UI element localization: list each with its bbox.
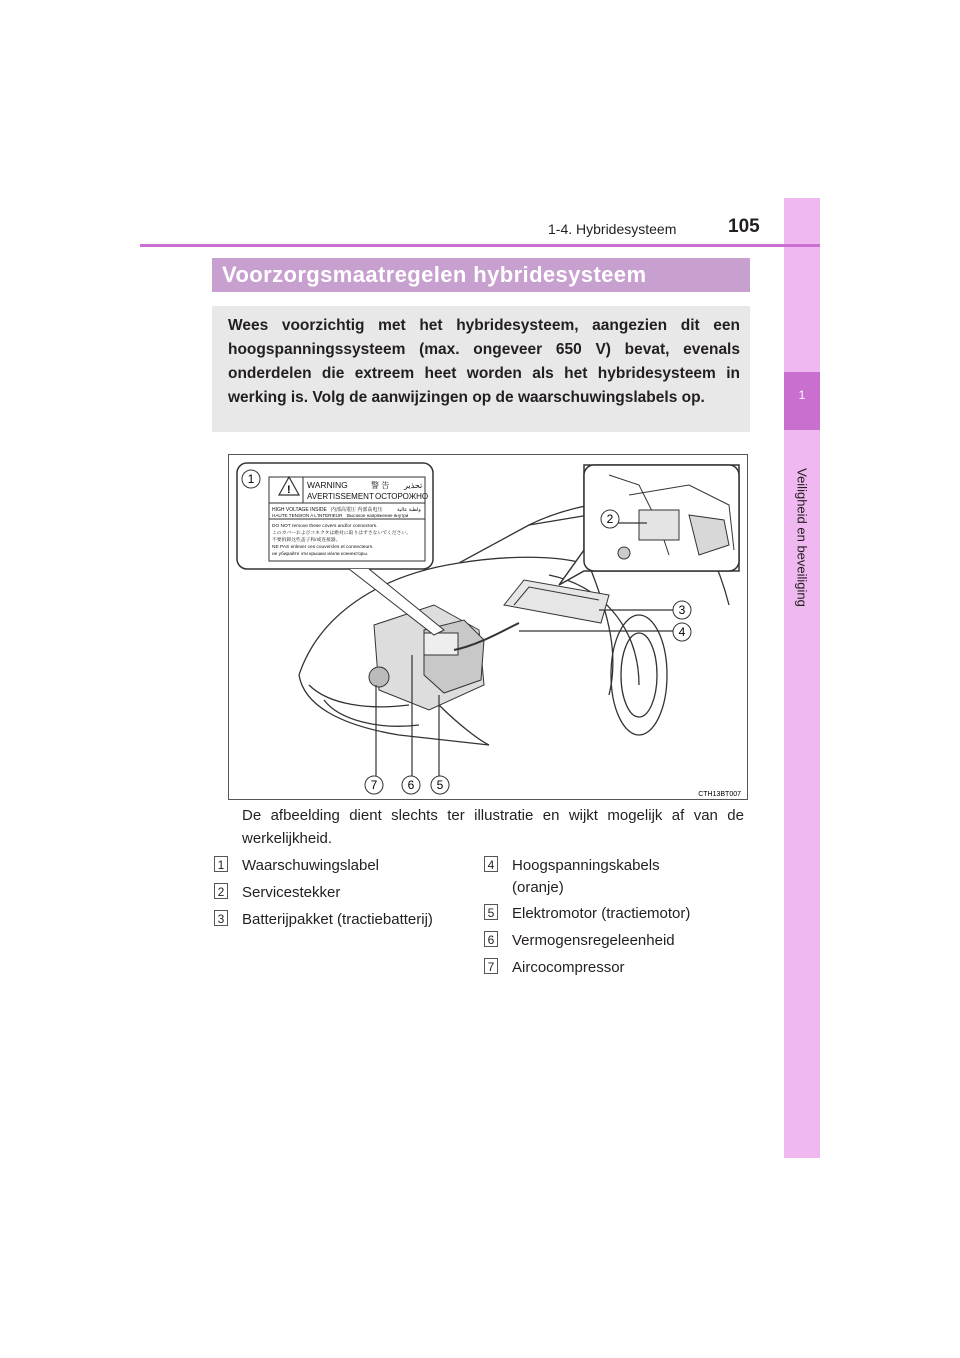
side-chapter-number: 1 bbox=[798, 388, 806, 402]
callout-3: 3 bbox=[678, 603, 686, 617]
hybrid-system-figure bbox=[228, 454, 748, 800]
label-row1-left: WARNING bbox=[307, 480, 348, 490]
svg-text:!: ! bbox=[287, 484, 291, 496]
label-row1-mid: 警 告 bbox=[371, 481, 390, 490]
legend-text-1: Waarschuwingslabel bbox=[242, 857, 380, 874]
legend-num-2: 2 bbox=[214, 883, 228, 899]
inset-warning-label bbox=[237, 463, 444, 635]
page-title: Voorzorgsmaatregelen hybridesysteem bbox=[222, 262, 647, 287]
legend-text-3: Batterijpakket (tractiebatterij) bbox=[242, 911, 433, 928]
label-row1-right: تحذير bbox=[404, 481, 423, 490]
figure-caption: De afbeelding dient slechts ter illustratie en wijkt mogelijk af van de werkelijkheid. bbox=[242, 807, 744, 847]
callout-1: 1 bbox=[247, 472, 255, 486]
callout-6: 6 bbox=[407, 778, 415, 792]
hybrid-car-illustration bbox=[229, 455, 747, 799]
label-row4-left: HAUTE TENSION A L'INTERIEUR bbox=[272, 513, 343, 518]
legend-text-7: Aircocompressor bbox=[512, 959, 625, 976]
label-row2-left: AVERTISSEMENT bbox=[307, 492, 374, 501]
legend-num-7: 7 bbox=[484, 958, 498, 974]
label-row3-mid: 内部高電圧 内部高电压 bbox=[331, 507, 383, 513]
section-label: 1-4. Hybridesysteem bbox=[548, 221, 677, 237]
label-line2: このカバーおよびコネクタは絶対に取りはずさないでください。 bbox=[272, 531, 412, 536]
label-row3-left: HIGH VOLTAGE INSIDE bbox=[272, 507, 327, 513]
figure-code: CTH13BT007 bbox=[698, 791, 741, 798]
battery-pack bbox=[504, 580, 609, 623]
legend-text-4: Hoogspanningskabels bbox=[512, 857, 660, 874]
callout-4: 4 bbox=[678, 625, 686, 639]
legend-num-1: 1 bbox=[214, 856, 228, 872]
label-row3-right: ولطبة عالية bbox=[397, 507, 421, 513]
legend-num-3: 3 bbox=[214, 910, 228, 926]
side-chapter-tab bbox=[784, 198, 820, 1158]
inset-service-plug bbox=[559, 465, 739, 585]
legend-text-4b: (oranje) bbox=[512, 879, 564, 896]
legend-text-5: Elektromotor (tractiemotor) bbox=[512, 905, 691, 922]
label-line4: NE PAS enlever ces couvercles et connecteurs. bbox=[272, 545, 374, 550]
intro-text: Wees voorzichtig met het hybridesysteem, aangezien dit een hoogspanningssysteem (max. ongeveer 650 V) bevat, evenals onderdelen die extreem heet worden als het hybridesysteem in werking is. Volg de aanwijzingen op de waarschuwingslabels op. bbox=[228, 317, 740, 406]
page-number: 105 bbox=[728, 216, 760, 237]
legend-num-6: 6 bbox=[484, 931, 498, 947]
legend-text-6: Vermogensregeleenheid bbox=[512, 932, 675, 949]
legend-num-5: 5 bbox=[484, 904, 498, 920]
label-row4-right: Высокое напряжение внутри bbox=[347, 513, 409, 518]
label-line5: не убирайте эти крышки и/или коннекторы. bbox=[272, 552, 369, 557]
legend-text-2: Servicestekker bbox=[242, 884, 341, 901]
callout-5: 5 bbox=[436, 778, 444, 792]
legend-num-4: 4 bbox=[484, 856, 498, 872]
callout-7: 7 bbox=[370, 778, 378, 792]
label-row2-right: ОСТОРОЖНО bbox=[375, 492, 429, 501]
callout-2: 2 bbox=[606, 512, 614, 526]
label-line1: DO NOT remove these covers and/or connectors. bbox=[272, 524, 378, 529]
header-rule bbox=[140, 244, 820, 247]
label-line3: 不要拆卸这些盖子和/或连接器。 bbox=[272, 538, 341, 543]
side-chapter-title: Veiligheid en beveiliging bbox=[794, 468, 810, 607]
